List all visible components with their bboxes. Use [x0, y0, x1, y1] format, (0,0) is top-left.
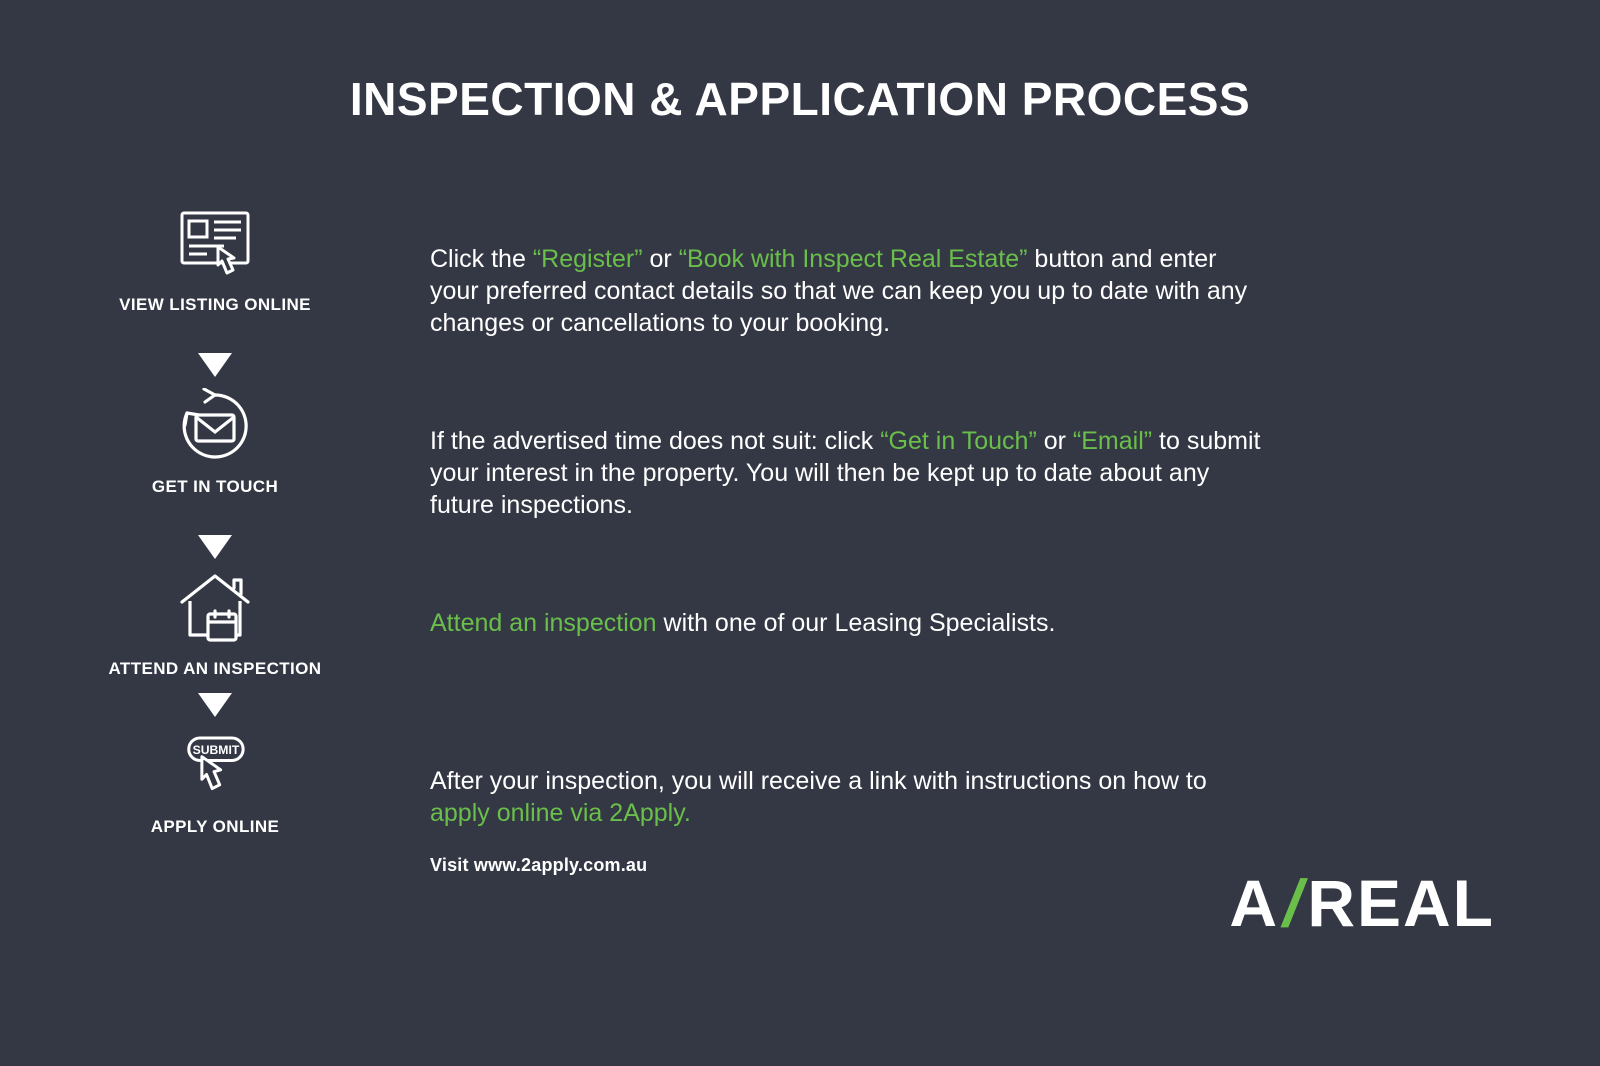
svg-text:SUBMIT: SUBMIT: [192, 742, 240, 757]
step-1-body: [430, 205, 1600, 339]
listing-online-icon: [170, 205, 260, 285]
step-2-text-part-3: or: [1036, 427, 1073, 455]
arrow-row-1: [0, 339, 1600, 387]
step-attend-an-inspection: [0, 569, 1600, 679]
step-4-body: [430, 727, 1600, 876]
logo-suffix: REAL: [1307, 866, 1495, 940]
get-in-touch-icon: [170, 387, 260, 467]
step-3-icon-column: [0, 569, 430, 679]
submit-button-icon: [170, 727, 260, 807]
step-2-text-part-5: to submit your interest in the property. You will then be kept up to date about any future inspections.: [430, 427, 1261, 519]
down-arrow-icon: [198, 693, 232, 717]
step-2-text-part-2: “Get in Touch”: [880, 427, 1037, 455]
brand-logo: [1229, 865, 1495, 941]
page-title: INSPECTION & APPLICATION PROCESS: [349, 73, 1251, 125]
step-1-text-part-5: button and enter your preferred contact details so that we can keep you up to date with any changes or cancellations to your booking.: [430, 245, 1248, 337]
arrow-3: [0, 693, 430, 717]
step-3-text: [430, 607, 1270, 639]
arrow-2: [0, 535, 430, 559]
step-1-icon-column: [0, 205, 430, 315]
step-2-body: [430, 387, 1600, 521]
step-3-text-part-2: with one of our Leasing Specialists.: [656, 609, 1056, 637]
house-calendar-icon: [170, 569, 260, 649]
step-1-text-part-1: Click the: [430, 245, 533, 273]
step-2-icon-column: [0, 387, 430, 497]
step-4-label: APPLY ONLINE: [150, 817, 280, 836]
step-1-text-part-3: or: [642, 245, 679, 273]
step-2-label: GET IN TOUCH: [151, 477, 279, 496]
arrow-1: [0, 353, 430, 377]
step-4-text-part-1: After your inspection, you will receive a link with instructions on how to: [430, 767, 1207, 795]
process-steps: [0, 205, 1600, 876]
step-1-text: [430, 243, 1270, 339]
arrow-row-3: [0, 679, 1600, 727]
step-4-text: [430, 765, 1270, 829]
step-2-text-part-1: If the advertised time does not suit: click: [430, 427, 881, 455]
step-2-text: [430, 425, 1270, 521]
step-1-text-part-4: “Book with Inspect Real Estate”: [678, 245, 1028, 273]
logo-slash: /: [1277, 866, 1314, 940]
logo-prefix: A: [1229, 866, 1279, 940]
down-arrow-icon: [198, 353, 232, 377]
visit-note: Visit www.2apply.com.au: [430, 855, 648, 875]
arrow-row-2: [0, 521, 1600, 569]
step-get-in-touch: [0, 387, 1600, 521]
step-3-label: ATTEND AN INSPECTION: [108, 659, 322, 678]
step-1-text-part-2: “Register”: [532, 245, 643, 273]
step-view-listing-online: [0, 205, 1600, 339]
step-3-body: [430, 569, 1600, 639]
step-3-text-part-1: Attend an inspection: [430, 609, 657, 637]
down-arrow-icon: [198, 535, 232, 559]
step-1-label: VIEW LISTING ONLINE: [119, 295, 311, 314]
step-4-text-part-2: apply online via 2Apply.: [430, 799, 691, 827]
step-apply-online: [0, 727, 1600, 876]
step-4-icon-column: [0, 727, 430, 837]
step-2-text-part-4: “Email”: [1072, 427, 1153, 455]
